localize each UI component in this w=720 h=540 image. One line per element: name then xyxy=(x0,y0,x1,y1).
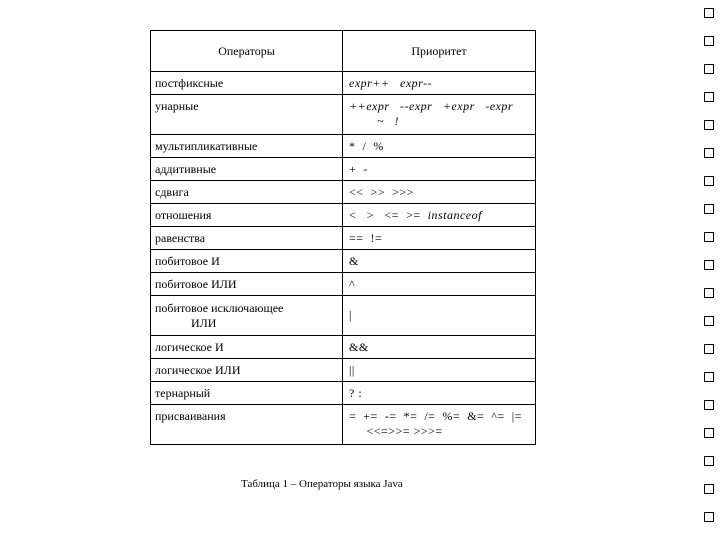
operators-cell: ^ xyxy=(343,273,536,296)
operators-cell: ? : xyxy=(343,382,536,405)
operators-cell: = += -= *= /= %= &= ^= |= <<=>>= >>>= xyxy=(343,405,536,445)
slide-marker-square xyxy=(704,260,714,270)
table-row xyxy=(151,405,536,445)
slide-marker-square xyxy=(704,428,714,438)
table-row xyxy=(151,382,536,405)
table-row xyxy=(151,250,536,273)
category-cell: тернарный xyxy=(151,382,343,405)
instanceof-op: instanceof xyxy=(427,207,482,222)
category-cell: отношения xyxy=(151,204,343,227)
operators-cell: << >> >>> xyxy=(343,181,536,204)
operators-cell: expr++ expr-- xyxy=(343,72,536,95)
operators-cell: + - xyxy=(343,158,536,181)
slide-marker-square xyxy=(704,400,714,410)
category-cell: побитовое И xyxy=(151,250,343,273)
table-row xyxy=(151,204,536,227)
category-cell: мультипликативные xyxy=(151,135,343,158)
table-caption: Таблица 1 – Операторы языка Java xyxy=(241,478,403,490)
operators-cell xyxy=(343,204,536,227)
operators-table xyxy=(150,30,536,445)
slide-marker-square xyxy=(704,204,714,214)
table-row xyxy=(151,359,536,382)
table-row xyxy=(151,72,536,95)
table-row xyxy=(151,95,536,135)
table-header-row xyxy=(151,31,536,72)
category-line1: побитовое исключающее xyxy=(155,300,284,315)
table-row xyxy=(151,158,536,181)
table-row xyxy=(151,135,536,158)
category-cell: равенства xyxy=(151,227,343,250)
slide-marker-square xyxy=(704,288,714,298)
operators-cell: * / % xyxy=(343,135,536,158)
slide-marker-square xyxy=(704,372,714,382)
slide-marker-square xyxy=(704,8,714,18)
category-cell: постфиксные xyxy=(151,72,343,95)
category-cell: унарные xyxy=(151,95,343,135)
slide-marker-square xyxy=(704,64,714,74)
category-cell: логическое ИЛИ xyxy=(151,359,343,382)
table-row xyxy=(151,273,536,296)
slide-marker-square xyxy=(704,120,714,130)
category-cell: побитовое ИЛИ xyxy=(151,273,343,296)
header-operators: Операторы xyxy=(151,31,343,72)
category-cell: присваивания xyxy=(151,405,343,445)
header-priority: Приоритет xyxy=(343,31,536,72)
operators-cell: ++expr --expr +expr -expr ~ ! xyxy=(343,95,536,135)
slide-marker-square xyxy=(704,456,714,466)
slide-marker-square xyxy=(704,176,714,186)
operators-cell: | xyxy=(343,296,536,336)
slide-marker-square xyxy=(704,512,714,522)
table-row xyxy=(151,336,536,359)
table-row xyxy=(151,296,536,336)
relational-ops: < > <= >= xyxy=(349,207,428,222)
table-row xyxy=(151,227,536,250)
slide-marker-square xyxy=(704,316,714,326)
category-line2: ИЛИ xyxy=(191,315,217,330)
table-row xyxy=(151,181,536,204)
slide-marker-square xyxy=(704,148,714,158)
operators-cell: == != xyxy=(343,227,536,250)
slide-marker-square xyxy=(704,484,714,494)
operators-cell: || xyxy=(343,359,536,382)
category-cell: аддитивные xyxy=(151,158,343,181)
slide-marker-square xyxy=(704,344,714,354)
category-cell: логическое И xyxy=(151,336,343,359)
category-cell: сдвига xyxy=(151,181,343,204)
operators-cell: & xyxy=(343,250,536,273)
slide-marker-square xyxy=(704,92,714,102)
slide-marker-square xyxy=(704,36,714,46)
slide-marker-square xyxy=(704,232,714,242)
operators-cell: && xyxy=(343,336,536,359)
category-cell xyxy=(151,296,343,336)
